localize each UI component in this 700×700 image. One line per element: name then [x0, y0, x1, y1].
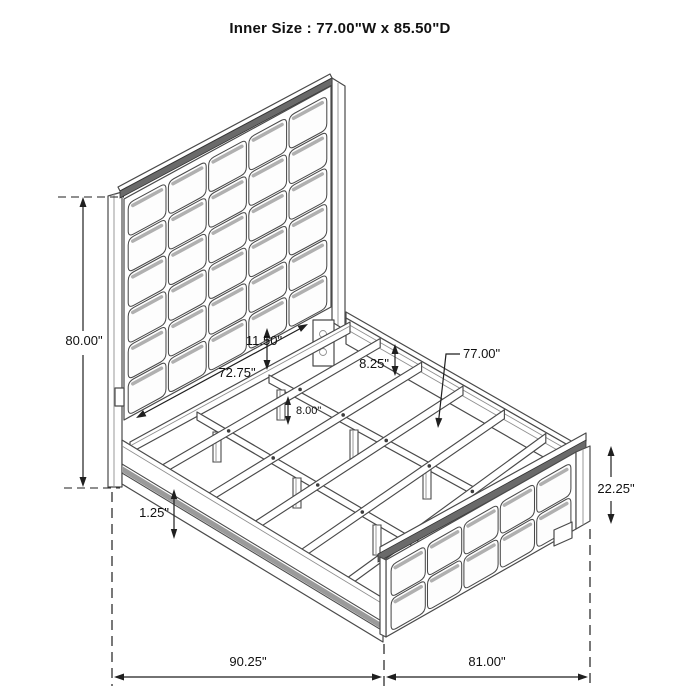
bolt-dot: [471, 490, 475, 494]
dim-label-side-rail-height: 8.25": [359, 356, 389, 371]
dim-label-headboard-clearance: 11.50": [245, 333, 283, 348]
rail-trim-shade: [122, 466, 383, 630]
dim-footboard-height: [597, 446, 635, 524]
headboard-left-post: [108, 192, 122, 487]
bolt-dot: [227, 429, 231, 433]
dim-label-rail-trim-height: 1.25": [139, 505, 169, 520]
dim-label-overall-depth: 90.25": [229, 654, 267, 669]
footboard-left-edge: [380, 557, 386, 637]
dim-label-slat-length: 77.00": [463, 346, 501, 361]
dim-label-headboard-height: 80.00": [65, 333, 103, 348]
dim-label-headboard-width: 72.75": [218, 365, 256, 380]
bolt-dot: [316, 483, 320, 487]
far-rail: [346, 318, 580, 478]
far-rail-top: [346, 312, 580, 452]
bolt-dot: [298, 388, 302, 392]
headboard-right-post: [332, 78, 345, 330]
bolt-dot: [271, 456, 275, 460]
bolt-dot: [427, 464, 431, 468]
bolt-dot: [341, 413, 345, 417]
left-bracket-plate: [115, 388, 124, 406]
dim-label-slat-leg-height: 8.00": [296, 405, 322, 417]
bolt-dot: [384, 439, 388, 443]
footboard: [378, 433, 590, 637]
headboard: [108, 74, 345, 487]
dim-label-overall-width: 81.00": [468, 654, 506, 669]
diagram-title: Inner Size : 77.00"W x 85.50"D: [229, 20, 451, 37]
bolt-dot: [361, 510, 365, 514]
dim-label-footboard-height: 22.25": [597, 481, 635, 496]
